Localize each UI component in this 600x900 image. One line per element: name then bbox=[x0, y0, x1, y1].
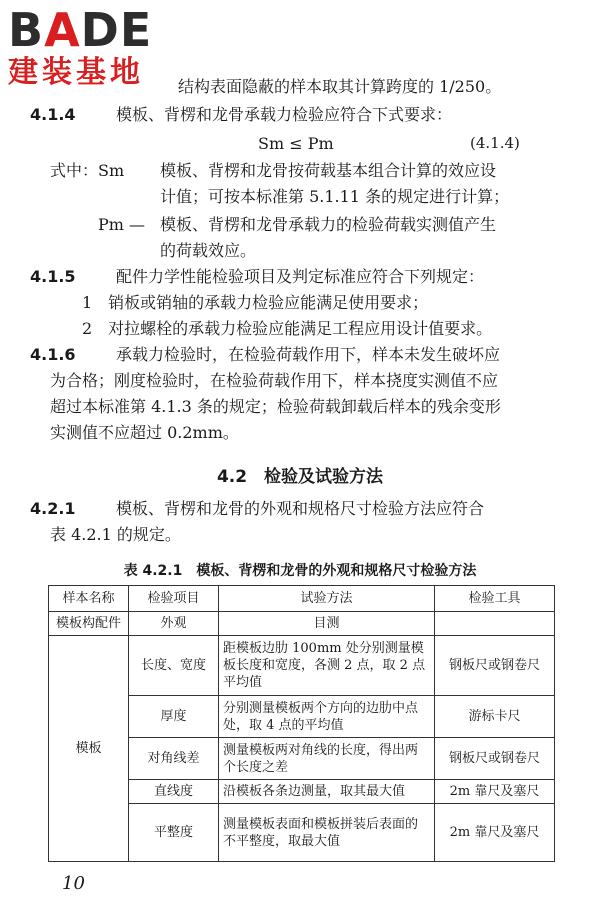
clause-text-4-2-1: 模板、背楞和龙骨的外观和规格尺寸检验方法应符合 bbox=[116, 499, 485, 518]
pm-description-2: 的荷载效应。 bbox=[160, 241, 257, 260]
cell-tool: 游标卡尺 bbox=[435, 696, 555, 738]
cell-tool: 2m 靠尺及塞尺 bbox=[435, 780, 555, 804]
table-title: 表 4.2.1 模板、背楞和龙骨的外观和规格尺寸检验方法 bbox=[123, 563, 477, 579]
cell-method: 测量模板两对角线的长度，得出两个长度之差 bbox=[219, 738, 435, 780]
sm-description-2: 计值；可按本标准第 5.1.11 条的规定进行计算； bbox=[160, 187, 510, 206]
clause-number-4-1-5: 4.1.5 bbox=[30, 267, 76, 286]
cell-item: 厚度 bbox=[129, 696, 219, 738]
cell-item: 直线度 bbox=[129, 780, 219, 804]
clause-4-1-6-line-2: 为合格；刚度检验时，在检验荷载作用下，样本挠度实测值不应 bbox=[50, 371, 499, 390]
continuation-line: 结构表面隐蔽的样本取其计算跨度的 1/250。 bbox=[178, 77, 502, 96]
logo-wordmark: BADE bbox=[8, 3, 153, 57]
cell-tool: 钢板尺或钢卷尺 bbox=[435, 738, 555, 780]
cell-tool bbox=[435, 612, 555, 636]
clause-text-4-1-6: 承载力检验时，在检验荷载作用下，样本未发生破坏应 bbox=[116, 345, 501, 364]
formula: Sm ≤ Pm bbox=[258, 134, 334, 153]
cell-tool: 2m 靠尺及塞尺 bbox=[435, 804, 555, 862]
cell-method: 沿模板各条边测量，取其最大值 bbox=[219, 780, 435, 804]
header-inspection-item: 检验项目 bbox=[129, 586, 219, 612]
header-sample-name: 样本名称 bbox=[49, 586, 129, 612]
cell-method: 距模板边肋 100mm 处分别测量模板长度和宽度，各测 2 点，取 2 点平均值 bbox=[219, 636, 435, 696]
clause-number-4-1-6: 4.1.6 bbox=[30, 345, 76, 364]
brand-logo bbox=[8, 3, 178, 96]
pm-description-1: 模板、背楞和龙骨承载力的检验荷载实测值产生 bbox=[160, 215, 497, 234]
clause-4-1-6-line-3: 超过本标准第 4.1.3 条的规定；检验荷载卸载后样本的残余变形 bbox=[50, 397, 501, 416]
table-header-row bbox=[49, 586, 555, 612]
header-tool: 检验工具 bbox=[435, 586, 555, 612]
clause-4-2-1-line-2: 表 4.2.1 的规定。 bbox=[50, 525, 181, 544]
header-test-method: 试验方法 bbox=[219, 586, 435, 612]
logo-chinese: 建装基地 bbox=[8, 55, 144, 90]
cell-item: 平整度 bbox=[129, 804, 219, 862]
clause-number-4-2-1: 4.2.1 bbox=[30, 499, 76, 518]
clause-text-4-1-4: 模板、背楞和龙骨承载力检验应符合下式要求： bbox=[116, 105, 453, 124]
cell-method: 目测 bbox=[219, 612, 435, 636]
section-title-4-2: 4.2 检验及试验方法 bbox=[216, 467, 384, 487]
clause-number-4-1-4: 4.1.4 bbox=[30, 105, 76, 124]
cell-method: 分别测量模板两个方向的边肋中点处，取 4 点的平均值 bbox=[219, 696, 435, 738]
sm-description-1: 模板、背楞和龙骨按荷载基本组合计算的效应设 bbox=[160, 161, 497, 180]
cell-method: 测量模板表面和模板拼装后表面的不平整度，取最大值 bbox=[219, 804, 435, 862]
formula-number: (4.1.4) bbox=[470, 134, 520, 152]
cell-item: 外观 bbox=[129, 612, 219, 636]
list-item-2: 2 对拉螺栓的承载力检验应能满足工程应用设计值要求。 bbox=[82, 319, 493, 338]
cell-group-name: 模板 bbox=[49, 636, 129, 862]
clause-4-1-6-line-4: 实测值不应超过 0.2mm。 bbox=[50, 423, 239, 442]
table-row bbox=[49, 636, 555, 696]
cell-tool: 钢板尺或钢卷尺 bbox=[435, 636, 555, 696]
clause-text-4-1-5: 配件力学性能检验项目及判定标准应符合下列规定： bbox=[116, 267, 485, 286]
cell-sample: 模板构配件 bbox=[49, 612, 129, 636]
cell-item: 对角线差 bbox=[129, 738, 219, 780]
where-label-pm: Pm — bbox=[98, 215, 146, 234]
page-number: 10 bbox=[62, 873, 85, 894]
where-label-sm: 式中：Sm bbox=[50, 161, 125, 180]
cell-item: 长度、宽度 bbox=[129, 636, 219, 696]
list-item-1: 1 销板或销轴的承载力检验应能满足使用要求； bbox=[82, 293, 429, 312]
table-row bbox=[49, 612, 555, 636]
inspection-method-table bbox=[48, 585, 555, 862]
